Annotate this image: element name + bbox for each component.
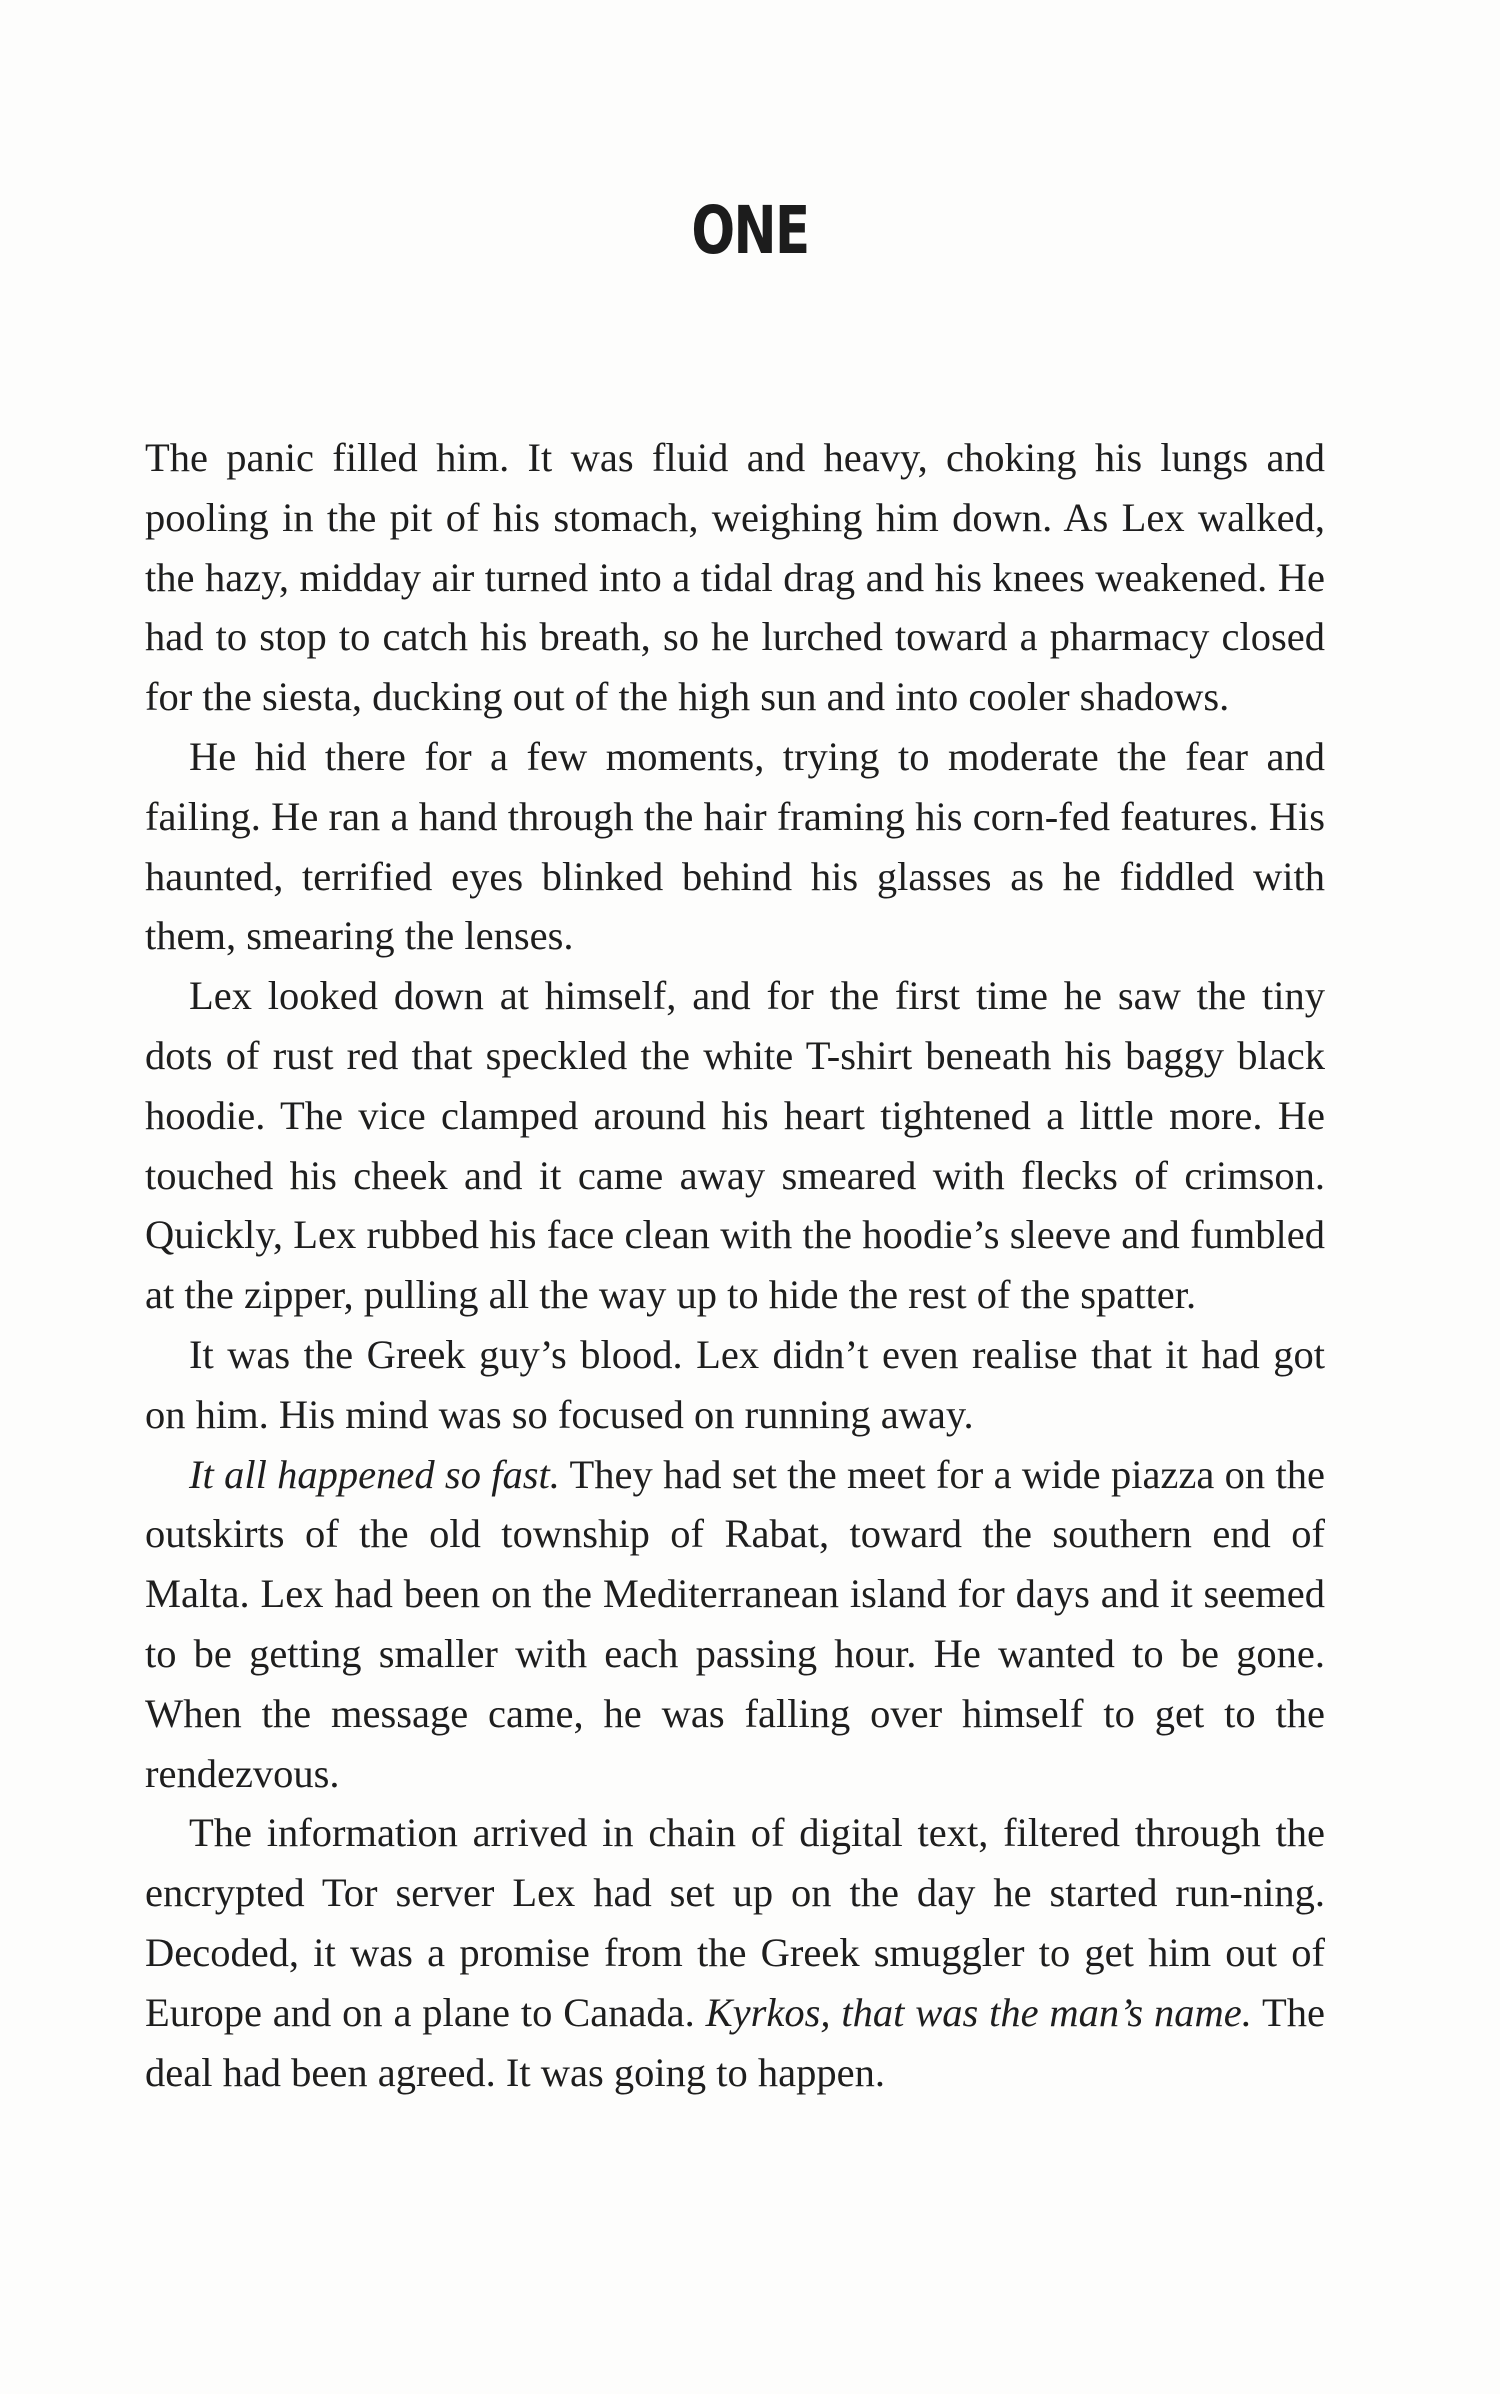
paragraph-text: It was the Greek guy’s blood. Lex didn’t even realise that it had got on him. His mind was so focused on running away. — [145, 1331, 1325, 1437]
paragraph-text: The panic filled him. It was fluid and heavy, choking his lungs and pooling in the pit of his stomach, weighing him down. As Lex walked, the hazy, midday air turned into a tidal drag and his knees weakened. He had to stop to catch his breath, so he lurched toward a pharmacy closed for the siesta, ducking out of the high sun and into cooler shadows. — [145, 435, 1325, 720]
paragraph-text: The deal had been agreed. It was going to happen. — [145, 1989, 1325, 2095]
paragraph-italic-text: It all happened so fast. — [189, 1451, 560, 1497]
paragraph — [145, 727, 1325, 966]
chapter-body — [145, 428, 1325, 2102]
paragraph — [145, 1803, 1325, 2102]
paragraph-italic-text: Kyrkos, that was the man’s name. — [705, 1989, 1252, 2035]
paragraph — [145, 1325, 1325, 1445]
paragraph — [145, 966, 1325, 1325]
paragraph-text: Lex looked down at himself, and for the first time he saw the tiny dots of rust red that speckled the white T-shirt beneath his baggy black hoodie. The vice clamped around his heart tightened a little more. He touched his cheek and it came away smeared with flecks of crimson. Quickly, Lex rubbed his face clean with the hoodie’s sleeve and fumbled at the zipper, pulling all the way up to hide the rest of the spatter. — [145, 973, 1325, 1318]
paragraph-text: They had set the meet for a wide piazza on the outskirts of the old township of Rabat, toward the southern end of Malta. Lex had been on the Mediterranean island for days and it seemed to be getting smaller with each passing hour. He wanted to be gone. When the message came, he was falling over himself to get to the rendezvous. — [145, 1451, 1325, 1796]
paragraph-text: He hid there for a few moments, trying to moderate the fear and failing. He ran a hand through the hair framing his corn-fed features. His haunted, terrified eyes blinked behind his glasses as he fiddled with them, smearing the lenses. — [145, 733, 1325, 959]
chapter-title: ONE — [691, 192, 809, 269]
paragraph — [145, 1445, 1325, 1804]
paragraph — [145, 428, 1325, 727]
paragraph-text: The information arrived in chain of digital text, filtered through the encrypted Tor server Lex had set up on the day he started run-ning. Decoded, it was a promise from the Greek smuggler to get him out of Europe and on a plane to Canada. — [145, 1810, 1325, 2035]
